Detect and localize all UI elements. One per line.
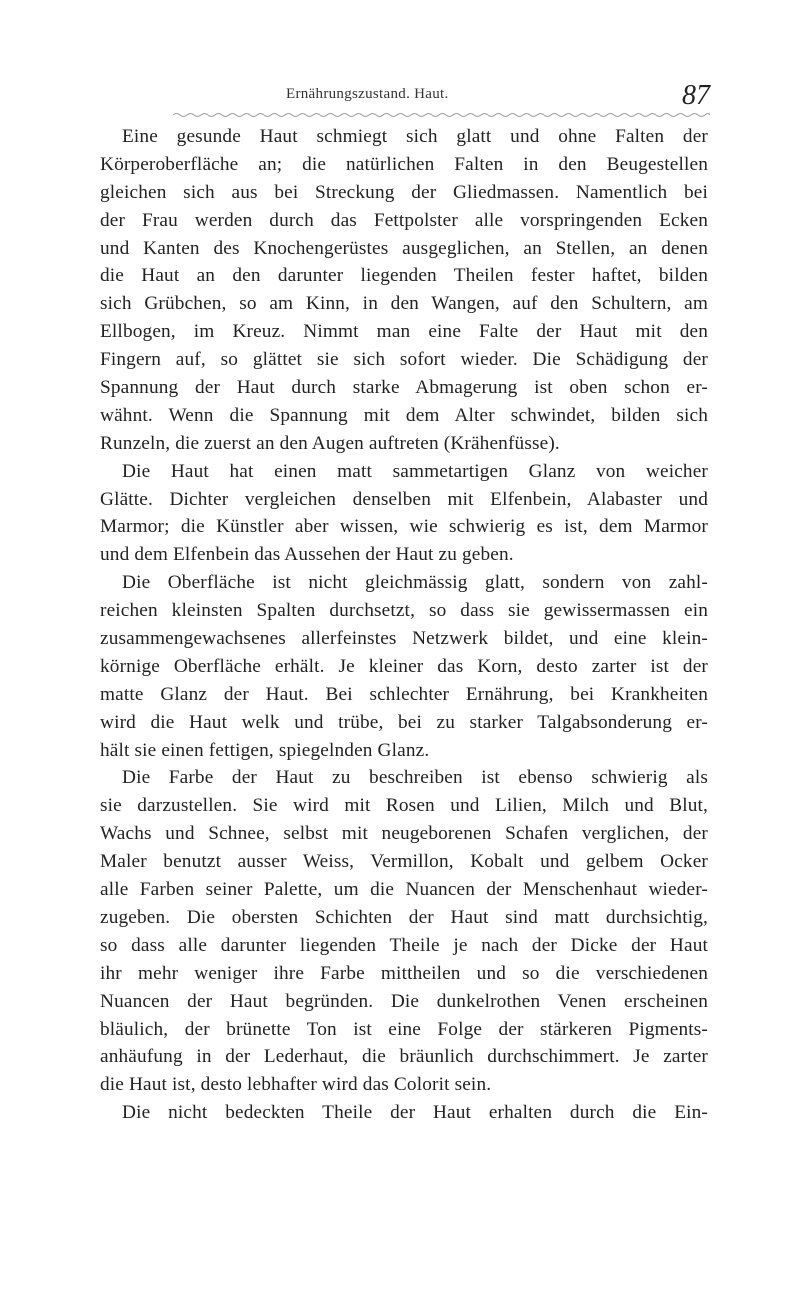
text-line: zusammengewachsenes allerfeinstes Netzwerk bildet, und eine klein- bbox=[100, 628, 708, 650]
text-line: wird die Haut welk und trübe, bei zu starker Talgabsonderung er- bbox=[100, 711, 708, 733]
text-line: Marmor; die Künstler aber wissen, wie schwierig es ist, dem Marmor bbox=[100, 516, 708, 538]
text-line: matte Glanz der Haut. Bei schlechter Ernährung, bei Krankheiten bbox=[100, 683, 708, 705]
text-line: hält sie einen fettigen, spiegelnden Glanz. bbox=[100, 739, 430, 761]
text-line: die Haut an den darunter liegenden Theilen fester haftet, bilden bbox=[100, 265, 708, 287]
text-line: Runzeln, die zuerst an den Augen auftreten (Krähenfüsse). bbox=[100, 432, 560, 454]
text-line: Glätte. Dichter vergleichen denselben mit Elfenbein, Alabaster und bbox=[100, 488, 708, 510]
text-line: Die Haut hat einen matt sammetartigen Glanz von weicher bbox=[122, 460, 708, 482]
text-line: sich Grübchen, so am Kinn, in den Wangen, auf den Schultern, am bbox=[100, 293, 708, 315]
text-line: Körperoberfläche an; die natürlichen Falten in den Beugestellen bbox=[100, 153, 708, 175]
text-line: ihr mehr weniger ihre Farbe mittheilen und so die verschiedenen bbox=[100, 962, 708, 984]
text-line: Eine gesunde Haut schmiegt sich glatt und ohne Falten der bbox=[122, 126, 708, 147]
text-line: so dass alle darunter liegenden Theile je nach der Dicke der Haut bbox=[100, 934, 708, 956]
text-line: Nuancen der Haut begründen. Die dunkelrothen Venen erscheinen bbox=[100, 990, 708, 1012]
text-line: der Frau werden durch das Fettpolster alle vorspringenden Ecken bbox=[100, 209, 708, 231]
text-line: und dem Elfenbein das Aussehen der Haut zu geben. bbox=[100, 544, 514, 566]
running-title: Ernährungszustand. Haut. bbox=[286, 86, 449, 102]
text-line: Die nicht bedeckten Theile der Haut erhalten durch die Ein- bbox=[122, 1102, 708, 1124]
text-line: reichen kleinsten Spalten durchsetzt, so dass sie gewissermassen ein bbox=[100, 600, 708, 622]
text-line: körnige Oberfläche erhält. Je kleiner das Korn, desto zarter ist der bbox=[100, 655, 708, 677]
text-line: bläulich, der brünette Ton ist eine Folge der stärkeren Pigments- bbox=[100, 1018, 708, 1040]
body-text bbox=[100, 123, 708, 1127]
text-line: Maler benutzt ausser Weiss, Vermillon, Kobalt und gelbem Ocker bbox=[100, 851, 708, 873]
text-line: sie darzustellen. Sie wird mit Rosen und Lilien, Milch und Blut, bbox=[100, 795, 708, 817]
text-line: anhäufung in der Lederhaut, die bräunlich durchschimmert. Je zarter bbox=[100, 1046, 708, 1068]
running-head bbox=[100, 80, 710, 111]
text-line: wähnt. Wenn die Spannung mit dem Alter schwindet, bilden sich bbox=[100, 404, 708, 426]
text-line: und Kanten des Knochengerüstes ausgeglichen, an Stellen, an denen bbox=[100, 237, 708, 259]
text-line: Spannung der Haut durch starke Abmagerung ist oben schon er- bbox=[100, 377, 708, 399]
wavy-ornament-rule bbox=[173, 112, 710, 118]
text-line: Ellbogen, im Kreuz. Nimmt man eine Falte der Haut mit den bbox=[100, 321, 708, 343]
text-line: gleichen sich aus bei Streckung der Gliedmassen. Namentlich bei bbox=[100, 181, 708, 203]
text-line: alle Farben seiner Palette, um die Nuancen der Menschenhaut wieder- bbox=[100, 879, 708, 901]
text-line: Die Oberfläche ist nicht gleichmässig glatt, sondern von zahl- bbox=[122, 572, 708, 594]
text-line: zugeben. Die obersten Schichten der Haut sind matt durchsichtig, bbox=[100, 906, 708, 928]
text-line: Die Farbe der Haut zu beschreiben ist ebenso schwierig als bbox=[122, 767, 708, 789]
page-number: 87 bbox=[682, 80, 710, 111]
text-line: Fingern auf, so glättet sie sich sofort wieder. Die Schädigung der bbox=[100, 349, 708, 371]
text-line: Wachs und Schnee, selbst mit neugeborenen Schafen verglichen, der bbox=[100, 823, 708, 845]
text-line: die Haut ist, desto lebhafter wird das Colorit sein. bbox=[100, 1074, 492, 1096]
